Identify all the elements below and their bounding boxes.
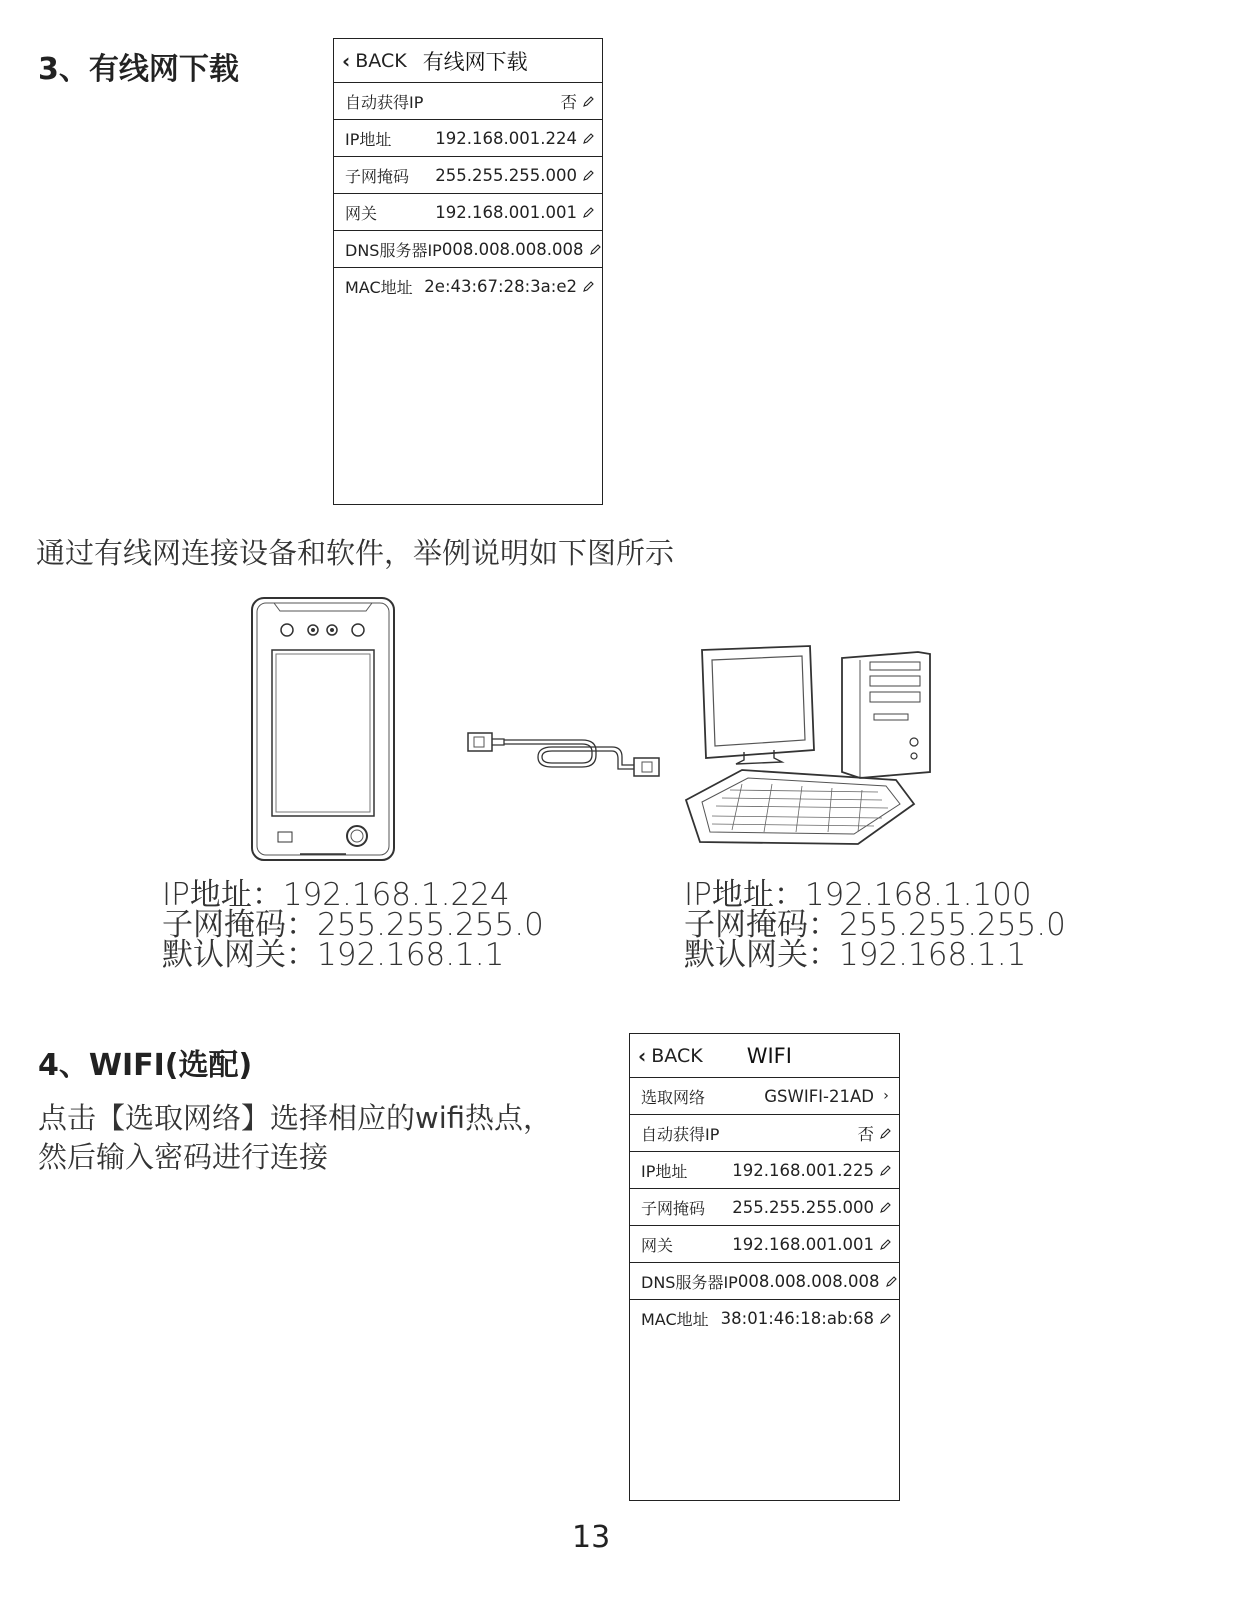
row-value: 192.168.001.225 <box>732 1160 874 1180</box>
row-label: 子网掩码 <box>641 1198 706 1218</box>
row-value: 否 <box>857 1125 874 1144</box>
row-mac[interactable] <box>334 268 602 305</box>
wired-description: 通过有线网连接设备和软件，举例说明如下图所示 <box>36 536 675 570</box>
row-select-network[interactable] <box>630 1078 899 1115</box>
row-value: 255.255.255.000 <box>435 165 577 185</box>
row-ip-address[interactable] <box>334 120 602 157</box>
row-value: 192.168.001.224 <box>435 128 577 148</box>
section4-heading: 4、WIFI(选配) <box>38 1048 253 1083</box>
back-arrow-icon: ‹ <box>342 48 351 73</box>
row-value: 008.008.008.008 <box>441 239 584 259</box>
wired-panel-header <box>334 39 602 83</box>
row-label: 自动获得IP <box>345 92 424 112</box>
chevron-right-icon[interactable]: › <box>883 1088 889 1104</box>
device-mask-text: 子网掩码：255.255.255.0 <box>162 907 544 943</box>
wired-settings-panel <box>333 38 603 505</box>
network-cable-illustration <box>462 725 667 785</box>
row-label: 子网掩码 <box>345 166 410 186</box>
wifi-panel-header <box>630 1034 899 1078</box>
computer-mask-text: 子网掩码：255.255.255.0 <box>684 907 1066 943</box>
desktop-computer-illustration <box>682 644 940 856</box>
row-label: MAC地址 <box>345 278 413 297</box>
wifi-instruction-line1: 点击【选取网络】选择相应的wifi热点， <box>38 1101 553 1135</box>
row-label: 网关 <box>345 203 378 223</box>
device-ip-text: IP地址：192.168.1.224 <box>162 877 510 913</box>
row-gateway[interactable] <box>334 194 602 231</box>
edit-icon[interactable] <box>582 169 596 182</box>
row-dns[interactable] <box>334 231 602 268</box>
edit-icon[interactable] <box>582 132 596 145</box>
row-label: MAC地址 <box>641 1310 709 1329</box>
edit-icon[interactable] <box>879 1127 893 1140</box>
page-number: 13 <box>572 1520 611 1555</box>
row-gateway[interactable] <box>630 1226 899 1263</box>
row-label: DNS服务器IP <box>641 1272 738 1292</box>
edit-icon[interactable] <box>582 95 596 108</box>
face-terminal-illustration <box>250 596 396 862</box>
back-arrow-icon: ‹ <box>638 1043 647 1068</box>
row-value: 192.168.001.001 <box>435 202 577 222</box>
back-button[interactable] <box>638 1044 703 1068</box>
row-auto-ip[interactable] <box>334 83 602 120</box>
row-mac[interactable] <box>630 1300 899 1337</box>
edit-icon[interactable] <box>879 1164 893 1177</box>
row-value: GSWIFI-21AD <box>764 1086 874 1106</box>
edit-icon[interactable] <box>879 1201 893 1214</box>
row-label: IP地址 <box>641 1161 688 1181</box>
wifi-settings-panel <box>629 1033 900 1501</box>
back-label: BACK <box>651 1044 703 1067</box>
row-label: 选取网络 <box>641 1087 706 1107</box>
row-subnet-mask[interactable] <box>630 1189 899 1226</box>
panel-title: 有线网下载 <box>422 49 528 74</box>
edit-icon[interactable] <box>879 1238 893 1251</box>
row-value: 008.008.008.008 <box>737 1271 880 1291</box>
row-value: 255.255.255.000 <box>732 1197 874 1217</box>
row-label: IP地址 <box>345 129 392 149</box>
section3-heading: 3、有线网下载 <box>38 52 239 87</box>
wifi-instruction-line2: 然后输入密码进行连接 <box>38 1140 329 1174</box>
row-ip-address[interactable] <box>630 1152 899 1189</box>
row-value: 38:01:46:18:ab:68 <box>720 1309 874 1328</box>
device-gateway-text: 默认网关：192.168.1.1 <box>162 937 505 973</box>
back-label: BACK <box>355 49 407 72</box>
row-label: DNS服务器IP <box>345 240 442 260</box>
row-label: 网关 <box>641 1235 674 1255</box>
edit-icon[interactable] <box>885 1275 898 1288</box>
edit-icon[interactable] <box>879 1312 893 1325</box>
row-value: 192.168.001.001 <box>732 1234 874 1254</box>
row-value: 否 <box>560 93 577 112</box>
row-label: 自动获得IP <box>641 1124 720 1144</box>
row-dns[interactable] <box>630 1263 899 1300</box>
panel-title: WIFI <box>746 1043 792 1068</box>
computer-ip-text: IP地址：192.168.1.100 <box>684 877 1032 913</box>
back-button[interactable] <box>342 49 407 73</box>
row-auto-ip[interactable] <box>630 1115 899 1152</box>
row-subnet-mask[interactable] <box>334 157 602 194</box>
edit-icon[interactable] <box>582 206 596 219</box>
row-value: 2e:43:67:28:3a:e2 <box>424 277 577 296</box>
computer-gateway-text: 默认网关：192.168.1.1 <box>684 937 1027 973</box>
edit-icon[interactable] <box>589 243 602 256</box>
edit-icon[interactable] <box>582 280 596 293</box>
